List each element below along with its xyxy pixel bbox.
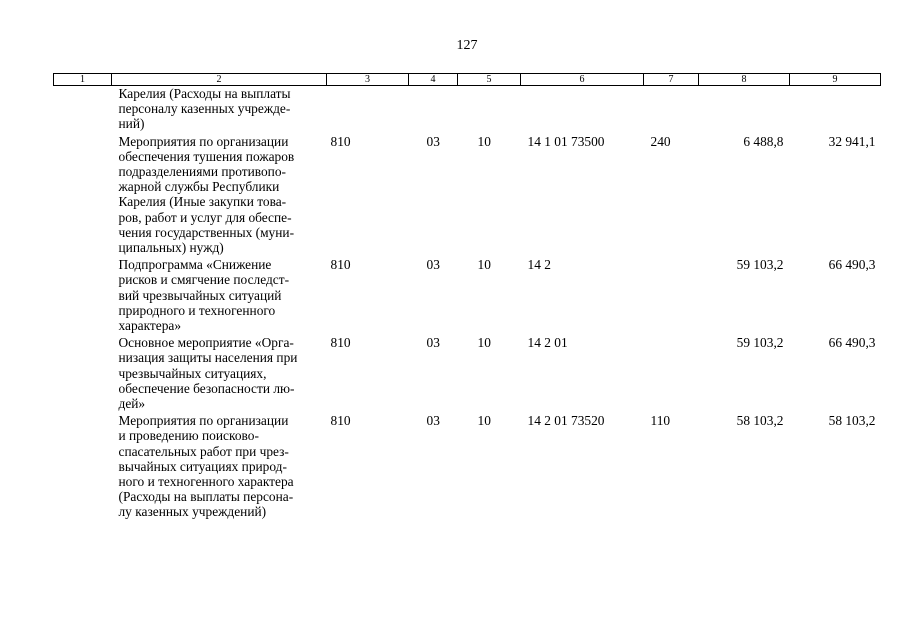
cell-expense-type (644, 257, 699, 335)
col-header-2: 2 (112, 74, 327, 86)
cell-amount-2 (790, 86, 881, 134)
cell-col1 (54, 257, 112, 335)
cell-expense-type: 240 (650, 133, 671, 149)
cell-col1 (54, 413, 112, 521)
cell-amount-1: 59 103,2 (736, 335, 784, 351)
cell-amount-1: 58 103,2 (736, 413, 784, 429)
table-row (54, 257, 881, 335)
cell-name: Карелия (Расходы на выплаты персоналу казенных учрежде- ний) (118, 86, 291, 132)
col-header-7: 7 (644, 74, 699, 86)
cell-name: Основное мероприятие «Орга- низация защиты населения при чрезвычайных ситуациях, обеспечение безопасности лю- дей» (118, 335, 298, 412)
cell-ministry-code: 810 (330, 413, 351, 429)
cell-subsection: 10 (477, 335, 491, 351)
column-number-row (54, 74, 881, 86)
cell-target-article: 14 1 01 73500 (527, 133, 605, 149)
cell-amount-2: 32 941,1 (828, 133, 876, 149)
cell-section (409, 86, 458, 134)
cell-col1 (54, 134, 112, 258)
table-row (54, 413, 881, 521)
cell-amount-2: 66 490,3 (828, 257, 876, 273)
cell-ministry-code (327, 86, 409, 134)
page-number: 127 (456, 38, 478, 53)
cell-amount-1 (699, 86, 790, 134)
cell-amount-1: 59 103,2 (736, 257, 784, 273)
cell-expense-type (644, 86, 699, 134)
cell-col1 (54, 86, 112, 134)
cell-target-article: 14 2 (527, 257, 551, 273)
cell-section: 03 (426, 133, 440, 149)
cell-section: 03 (426, 257, 440, 273)
table-row (54, 134, 881, 258)
col-header-6: 6 (521, 74, 644, 86)
cell-col1 (54, 335, 112, 413)
cell-subsection (458, 86, 521, 134)
col-header-5: 5 (458, 74, 521, 86)
col-header-3: 3 (327, 74, 409, 86)
cell-expense-type: 110 (650, 413, 671, 429)
table-row (54, 86, 881, 134)
cell-target-article (521, 86, 644, 134)
cell-target-article: 14 2 01 73520 (527, 413, 605, 429)
cell-name: Мероприятия по организации и проведению поисково- спасательных работ при чрез- вычайных ситуациях природ- ного и техногенного характера (Расходы на выплаты персона- лу казенных учреждений) (118, 413, 294, 520)
cell-ministry-code: 810 (330, 335, 351, 351)
cell-name: Мероприятия по организации обеспечения тушения пожаров подразделениями противопо- жарной службы Республики Карелия (Иные закупки това- ров, работ и услуг для обеспе- чения государственных (муни- ципальных) нужд) (118, 133, 295, 256)
cell-ministry-code: 810 (330, 257, 351, 273)
cell-subsection: 10 (477, 257, 491, 273)
cell-amount-2: 58 103,2 (828, 413, 876, 429)
table-row (54, 335, 881, 413)
cell-amount-2: 66 490,3 (828, 335, 876, 351)
col-header-9: 9 (790, 74, 881, 86)
cell-name: Подпрограмма «Снижение рисков и смягчение последст- вий чрезвычайных ситуаций природного и техногенного характера» (118, 257, 290, 334)
col-header-1: 1 (54, 74, 112, 86)
cell-section: 03 (426, 335, 440, 351)
cell-ministry-code: 810 (330, 133, 351, 149)
cell-subsection: 10 (477, 133, 491, 149)
col-header-8: 8 (699, 74, 790, 86)
cell-subsection: 10 (477, 413, 491, 429)
cell-amount-1: 6 488,8 (743, 133, 784, 149)
col-header-4: 4 (409, 74, 458, 86)
cell-expense-type (644, 335, 699, 413)
cell-section: 03 (426, 413, 440, 429)
budget-table (53, 73, 881, 522)
cell-target-article: 14 2 01 (527, 335, 568, 351)
